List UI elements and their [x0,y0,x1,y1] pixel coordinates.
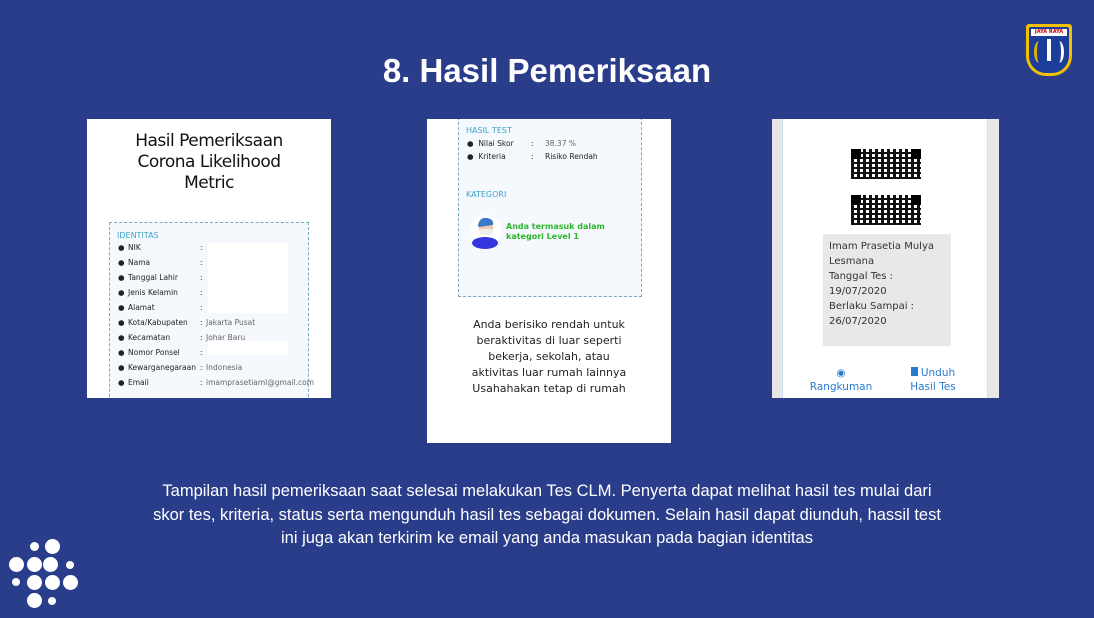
result-box [458,119,642,297]
user-avatar-icon [471,213,501,249]
qr-code [823,141,951,234]
slide-description: Tampilan hasil pemeriksaan saat selesai melakukan Tes CLM. Penyerta dapat melihat hasil tes mulai dari skor tes, kriteria, status serta mengunduh hasil tes sebagai dokumen. Selain hasil dapat diunduh, hassil test ini juga akan terkirim ke email yang anda masukan pada bagian identitas [153,482,941,547]
summary-link[interactable]: ◉ Rangkuman [807,366,875,394]
identity-row: ● Kecamatan : Johar Baru [118,333,246,342]
result-heading: HASIL TEST [466,126,512,135]
certificate-card [823,141,951,346]
test-date-label: Tanggal Tes : [829,271,894,282]
identity-row: ● Nomor Ponsel : [118,348,203,357]
identity-heading: IDENTITAS [117,231,159,240]
advice-text: Anda berisiko rendah untuk beraktivitas di luar seperti bekerja, sekolah, atau aktivitas luar rumah lainnya Usahahakan tetap di rumah [471,318,627,395]
download-link[interactable]: Unduh Hasil Tes [910,367,956,393]
pdf-icon [911,367,918,376]
identity-screenshot [87,119,331,398]
identity-row: ● Kewarganegaraan : Indonesia [118,363,243,372]
result-title: Hasil Pemeriksaan Corona Likelihood Metric [135,131,283,193]
identity-row: ● Jenis Kelamin : [118,288,203,297]
identity-row: ● NIK : [118,243,203,252]
score-row: ● Nilai Skor : 38.37 % [467,139,576,148]
identity-row: ● Nama : [118,258,203,267]
category-heading: KATEGORI [466,190,507,199]
result-screenshot [427,119,671,443]
test-date: 19/07/2020 [829,286,887,297]
identity-row: ● Kota/Kabupaten : Jakarta Pusat [118,318,256,327]
eye-icon: ◉ [836,367,846,379]
category-text: Anda termasuk dalam kategori Level 1 [506,222,605,241]
identity-row: ● Tanggal Lahir : [118,273,203,282]
slide-title: 8. Hasil Pemeriksaan [382,52,712,89]
certificate-screenshot [772,119,999,398]
patient-name: Imam Prasetia Mulya Lesmana [829,241,934,267]
identity-box [109,222,314,398]
criteria-row: ● Kriteria : Risiko Rendah [467,152,598,161]
jakarta-emblem-logo: JAYA RAYA [1026,24,1072,76]
valid-until-date: 26/07/2020 [829,316,887,327]
valid-until-label: Berlaku Sampai : [829,301,915,312]
identity-row: ● Alamat : [118,303,203,312]
identity-row: ● Email : imamprasetiaml@gmail.com [118,378,314,387]
